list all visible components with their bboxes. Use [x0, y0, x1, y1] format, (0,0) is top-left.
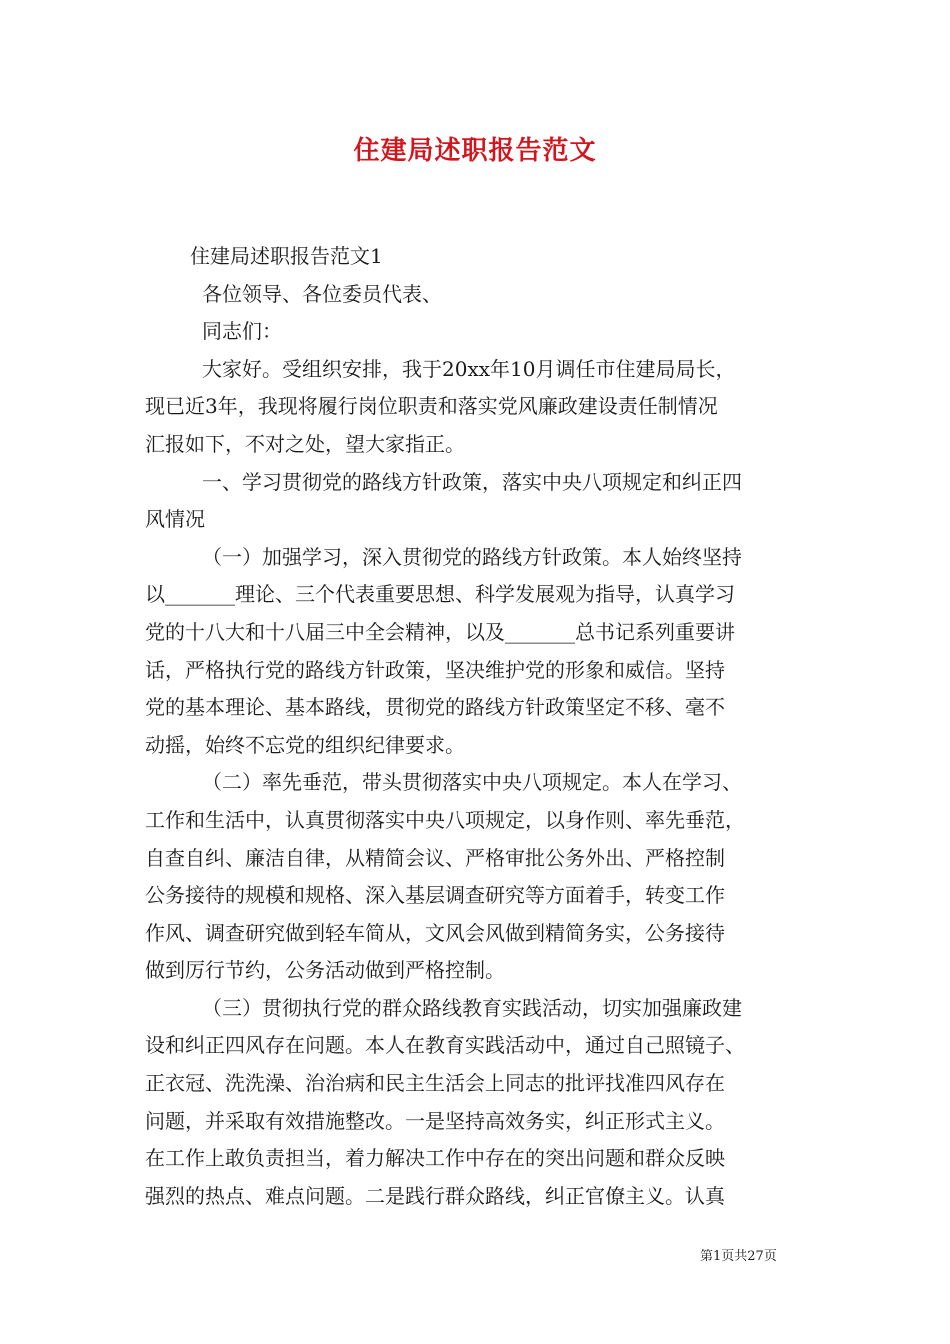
- page-number-footer: 第1页共27页: [700, 1249, 777, 1264]
- body-line: （二）率先垂范，带头贯彻落实中央八项规定。本人在学习、: [202, 770, 742, 795]
- body-line: （一）加强学习，深入贯彻党的路线方针政策。本人始终坚持: [202, 544, 742, 569]
- body-line: 各位领导、各位委员代表、: [202, 281, 442, 306]
- body-line: 问题，并采取有效措施整改。一是坚持高效务实，纠正形式主义。: [145, 1108, 725, 1133]
- body-line: 做到厉行节约，公务活动做到严格控制。: [145, 958, 505, 983]
- document-title: 住建局述职报告范文: [353, 136, 597, 166]
- body-line: 公务接待的规模和规格、深入基层调查研究等方面着手，转变工作: [145, 883, 725, 908]
- body-line: 正衣冠、洗洗澡、治治病和民主生活会上同志的批评找准四风存在: [145, 1071, 725, 1096]
- body-line: 同志们：: [202, 319, 282, 344]
- body-line: 设和纠正四风存在问题。本人在教育实践活动中，通过自己照镜子、: [145, 1033, 745, 1058]
- body-line: 党的十八大和十八届三中全会精神，以及_______总书记系列重要讲: [145, 619, 735, 644]
- body-line: 现已近3年，我现将履行岗位职责和落实党风廉政建设责任制情况: [145, 394, 718, 419]
- body-line: 动摇，始终不忘党的组织纪律要求。: [145, 732, 465, 757]
- body-line: 一、学习贯彻党的路线方针政策，落实中央八项规定和纠正四: [202, 469, 742, 494]
- document-body: [145, 238, 815, 1215]
- body-line: 党的基本理论、基本路线，贯彻党的路线方针政策坚定不移、毫不: [145, 695, 725, 720]
- body-line: 住建局述职报告范文1: [190, 244, 383, 268]
- body-line: 强烈的热点、难点问题。二是践行群众路线，纠正官僚主义。认真: [145, 1183, 725, 1208]
- body-line: 以_______理论、三个代表重要思想、科学发展观为指导，认真学习: [145, 582, 735, 607]
- body-line: 话，严格执行党的路线方针政策，坚决维护党的形象和威信。坚持: [145, 657, 725, 682]
- body-line: 大家好。受组织安排，我于20xx年10月调任市住建局局长，: [202, 356, 736, 381]
- body-line: （三）贯彻执行党的群众路线教育实践活动，切实加强廉政建: [202, 995, 742, 1020]
- body-line: 自查自纠、廉洁自律，从精简会议、严格审批公务外出、严格控制: [145, 845, 725, 870]
- body-line: 工作和生活中，认真贯彻落实中央八项规定，以身作则、率先垂范，: [145, 807, 745, 832]
- body-line: 汇报如下，不对之处，望大家指正。: [145, 431, 465, 456]
- body-line: 在工作上敢负责担当，着力解决工作中存在的突出问题和群众反映: [145, 1146, 725, 1171]
- body-line: 作风、调查研究做到轻车简从，文风会风做到精简务实，公务接待: [145, 920, 725, 945]
- body-line: 风情况: [145, 507, 205, 532]
